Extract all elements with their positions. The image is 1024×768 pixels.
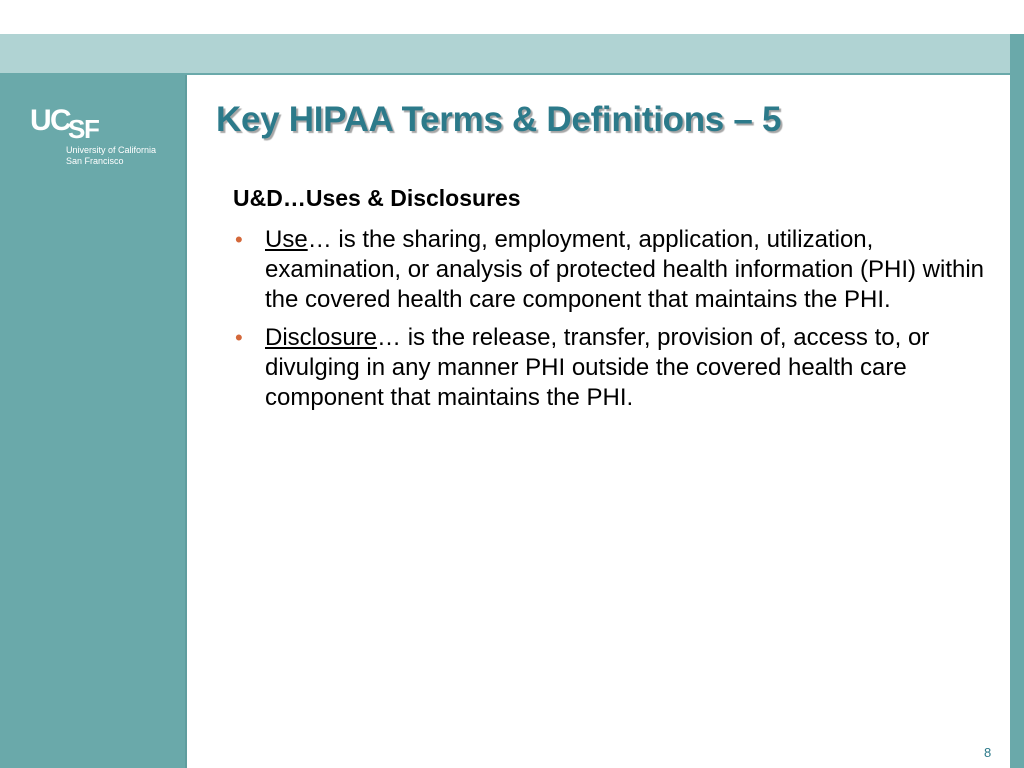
page-number: 8 [984, 745, 992, 760]
bullet-marker: • [235, 226, 243, 252]
definition-use: … is the sharing, employment, application, utilization, examination, or analysis of protected health information (PHI) within the covered health care component that maintains the PHI. [265, 225, 985, 313]
logo-letter-s: S [68, 114, 86, 144]
ucsf-logo [30, 104, 170, 174]
term-disclosure: Disclosure [265, 323, 378, 351]
logo-text-line2: San Francisco [66, 156, 124, 166]
bullet-item-use [233, 225, 993, 315]
right-strip [1010, 34, 1024, 768]
definition-disclosure: … is the release, transfer, provision of, access to, or divulging in any manner PHI outside the covered health care component that maintains the PHI. [265, 323, 930, 411]
top-band [0, 34, 1024, 74]
logo-letter-c: C [50, 104, 72, 137]
bullet-item-disclosure [233, 323, 993, 413]
ucsf-logo-mark [30, 104, 120, 144]
slide-content [233, 184, 993, 421]
section-heading: U&D…Uses & Disclosures [233, 185, 521, 211]
logo-letter-u: U [30, 104, 52, 137]
left-panel [0, 75, 187, 768]
logo-letter-f: F [84, 114, 100, 144]
logo-text-line1: University of California [66, 145, 157, 155]
slide-title: Key HIPAA Terms & Definitions – 5 [216, 100, 782, 139]
bullet-list [233, 225, 993, 413]
left-panel-edge [185, 75, 187, 768]
term-use: Use [265, 225, 308, 253]
bullet-marker: • [235, 324, 243, 350]
